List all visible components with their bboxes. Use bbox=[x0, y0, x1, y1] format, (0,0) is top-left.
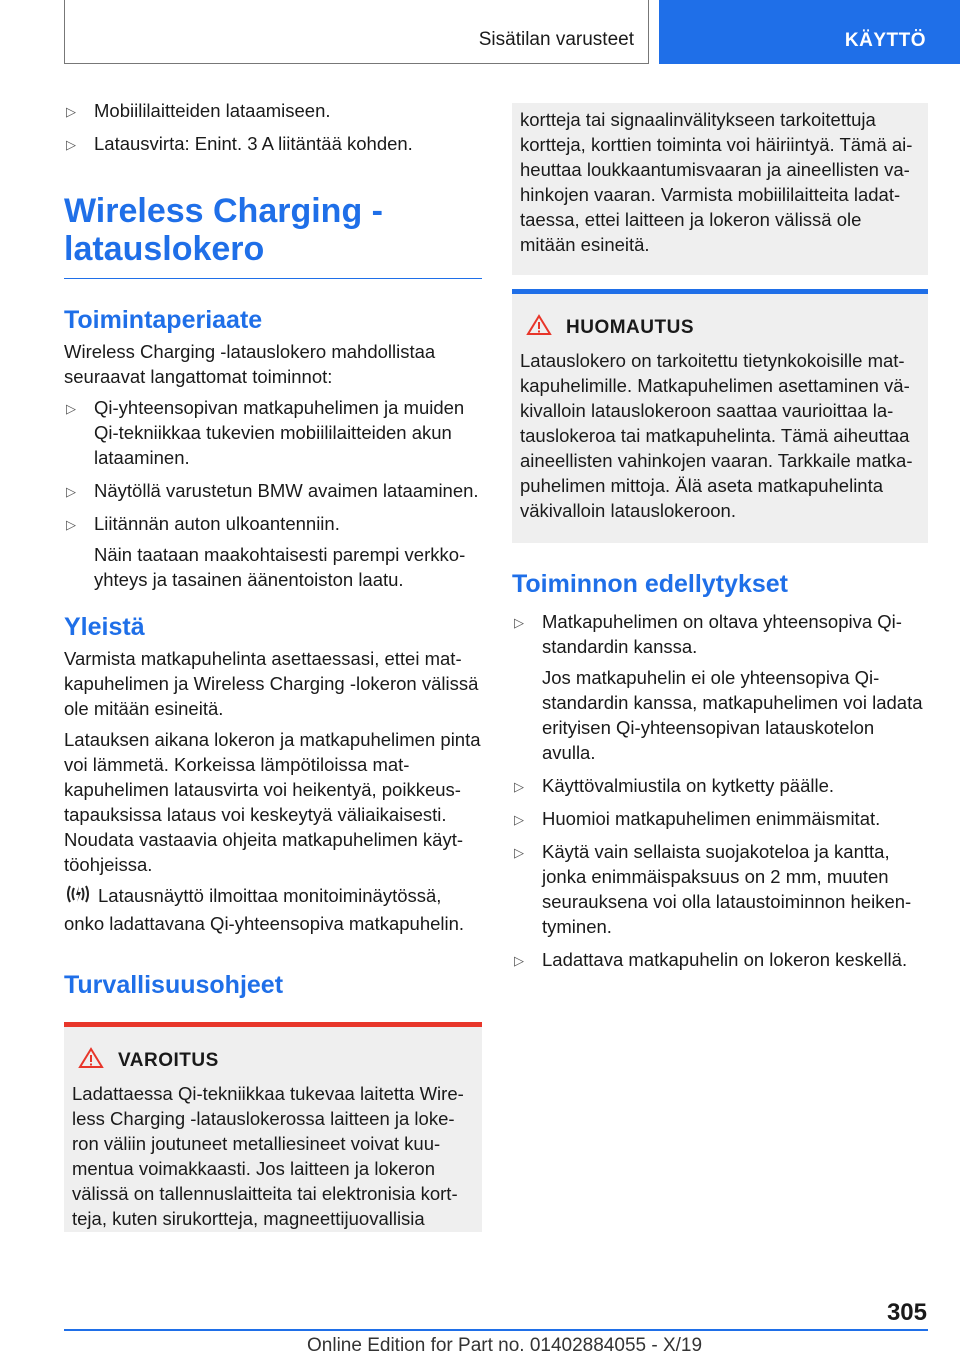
principle-bullet-list bbox=[64, 395, 482, 592]
triangle-right-icon: ▷ bbox=[66, 401, 76, 416]
list-item: ▷ Käytä vain sellaista suojakoteloa ja kantta, jonka enimmäispaksuus on 2 mm, muuten seurauksena voi olla lataustoiminnon heikentyminen. bbox=[514, 841, 912, 937]
section-title-principle: Toimintaperiaate bbox=[64, 306, 263, 334]
header-chapter-label: KÄYTTÖ bbox=[844, 30, 926, 51]
triangle-right-icon: ▷ bbox=[514, 953, 524, 968]
header-section-box bbox=[64, 0, 649, 64]
page-title: Wireless Charging - latauslokero bbox=[64, 192, 482, 279]
list-item: ▷ Qi-yhteensopivan matkapuhelimen ja muiden Qi-tekniikkaa tukevien mobiililaitteiden akun lataaminen. bbox=[66, 397, 465, 468]
list-item-subtext: Näin taataan maakohtaisesti parempi verkkoyhteys ja tasainen äänentoiston laatu. bbox=[94, 544, 466, 590]
wireless-charging-icon bbox=[64, 883, 92, 911]
triangle-right-icon: ▷ bbox=[66, 137, 76, 152]
list-item: ▷ Latausvirta: Enint. 3 A liitäntää kohden. bbox=[64, 131, 482, 156]
section-title-requirements: Toiminnon edellytykset bbox=[512, 570, 788, 598]
list-item-subtext: Jos matkapuhelin ei ole yhteensopiva Qi-standardin kanssa, matkapuhelimen voi ladata erityisen Qi-yhteensopivan latauskotelon avulla. bbox=[542, 667, 923, 763]
notice-header bbox=[526, 314, 920, 342]
section-title-general: Yleistä bbox=[64, 613, 145, 641]
footer-edition: Online Edition for Part no. 01402884055 - X/19 bbox=[307, 1335, 703, 1356]
general-paragraph-2: Latauksen aikana lokeron ja matkapuhelimen pinta voi lämmetä. Korkeissa lämpötiloissa matkapuhelimen latausvirta voi heikentyä, poikkeustapauksissa lataus voi keskeytyä väliaikaisesti. Noudata vastaavia ohjeita matkapuhelimen käyttöohjeissa. bbox=[64, 729, 481, 875]
right-column bbox=[512, 103, 928, 980]
list-item: ▷ Käyttövalmiustila on kytketty päälle. bbox=[512, 773, 928, 798]
requirements-bullet-list bbox=[512, 609, 928, 972]
page-number: 305 bbox=[886, 1299, 927, 1326]
header-section-title: Sisätilan varusteet bbox=[478, 29, 634, 50]
warning-triangle-icon bbox=[526, 314, 552, 342]
list-item: ▷ Mobiililaitteiden lataamiseen. bbox=[64, 98, 482, 123]
notice-label: HUOMAUTUS bbox=[566, 317, 694, 338]
notice-text: Latauslokero on tarkoitettu tietynkokoisille matkapuhelimille. Matkapuhelimen asettaminen väkivalloin latauslokeroon saattaa vaurioittaa latauslokeroa tai matkapuhelinta. Tämä aiheuttaa aineellisten vahinkojen vaaran. Tarkkaile matkapuhelimen mittoja. Älä aseta matkapuhelinta väkivalloin latauslokeroon. bbox=[520, 350, 913, 521]
intro-bullet-list bbox=[64, 98, 482, 156]
notice-box bbox=[512, 289, 928, 543]
warning-box-continued bbox=[512, 103, 928, 275]
section-title-safety: Turvallisuusohjeet bbox=[64, 971, 284, 999]
warning-header bbox=[78, 1047, 474, 1075]
general-paragraph-1: Varmista matkapuhelinta asettaessasi, ettei matkapuhelimen ja Wireless Charging -lokeron välissä ole mitään esineitä. bbox=[64, 648, 479, 719]
triangle-right-icon: ▷ bbox=[66, 484, 76, 499]
warning-continued-text: kortteja tai signaalinvälitykseen tarkoitettuja kortteja, korttien toiminta voi häiriintyä. Tämä aiheuttaa loukkaantumisvaaran ja aineellisten vahinkojen vaaran. Varmista mobiililaitteita ladattaessa, ettei laitteen ja lokeron välissä ole mitään esineitä. bbox=[520, 109, 913, 255]
list-item: ▷ Matkapuhelimen on oltava yhteensopiva Qi-standardin kanssa. Jos matkapuhelin ei ole yhteensopiva Qi-standardin kanssa, matkapuhelimen voi ladata erityisen Qi-yhteensopivan latauskotelon avulla. bbox=[512, 609, 928, 765]
triangle-right-icon: ▷ bbox=[66, 104, 76, 119]
triangle-right-icon: ▷ bbox=[514, 779, 524, 794]
triangle-right-icon: ▷ bbox=[514, 845, 524, 860]
footer-divider bbox=[64, 1329, 928, 1331]
triangle-right-icon: ▷ bbox=[514, 615, 524, 630]
general-paragraph-3: Latausnäyttö ilmoittaa monitoiminäytössä, onko ladattavana Qi-yhteensopiva matkapuhelin. bbox=[64, 885, 465, 934]
left-column bbox=[64, 98, 482, 1232]
triangle-right-icon: ▷ bbox=[514, 812, 524, 827]
warning-triangle-icon bbox=[78, 1047, 104, 1075]
principle-text: Wireless Charging -latauslokero mahdollistaa seuraavat langattomat toiminnot: bbox=[64, 341, 436, 387]
list-item: ▷ Huomioi matkapuhelimen enimmäismitat. bbox=[512, 806, 928, 831]
warning-label: VAROITUS bbox=[118, 1050, 219, 1071]
triangle-right-icon: ▷ bbox=[66, 517, 76, 532]
list-item: ▷ Näytöllä varustetun BMW avaimen lataaminen. bbox=[64, 478, 482, 503]
warning-box bbox=[64, 1022, 482, 1232]
list-item: ▷ Liitännän auton ulkoantenniin. Näin taataan maakohtaisesti parempi verkkoyhteys ja tasainen äänentoiston laatu. bbox=[64, 511, 482, 592]
list-item: ▷ Ladattava matkapuhelin on lokeron keskellä. bbox=[512, 947, 928, 972]
warning-text: Ladattaessa Qi-tekniikkaa tukevaa laitetta Wireless Charging -latauslokerossa laitteen ja lokeron väliin joutuneet metalliesineet voivat kuumentua voimakkaasti. Jos laitteen ja lokeron välissä on tallennuslaitteita tai elektronisia kortteja, kuten sirukortteja, magneettijuovallisia bbox=[72, 1083, 464, 1229]
header-chapter-tab[interactable] bbox=[659, 0, 960, 64]
